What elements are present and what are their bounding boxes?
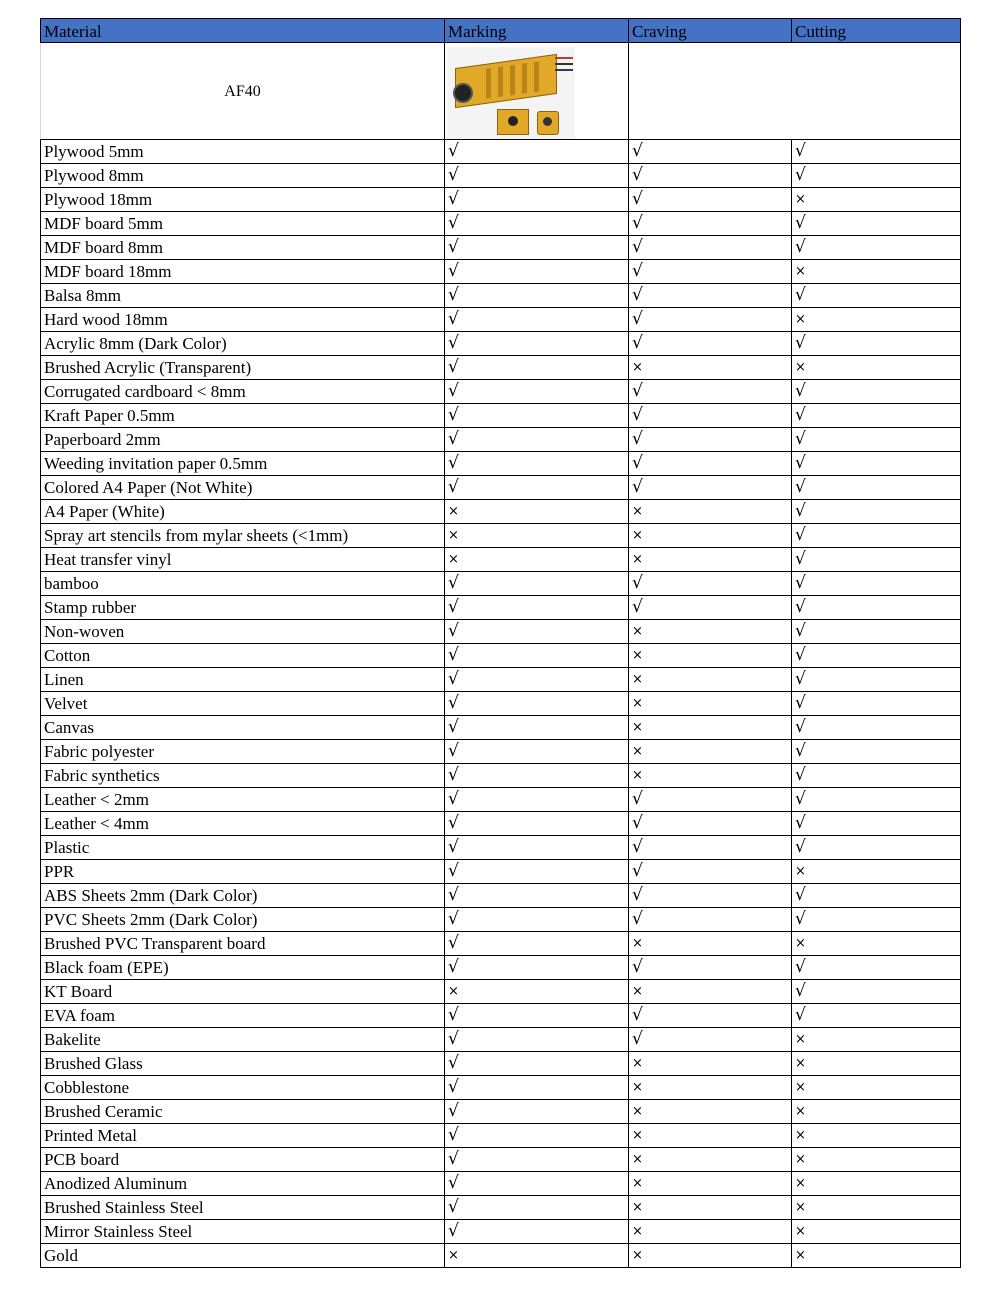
table-row bbox=[41, 620, 961, 644]
marking-check-mark: √ bbox=[445, 332, 629, 356]
cutting-cross-mark: × bbox=[792, 1172, 961, 1196]
material-name: Brushed Ceramic bbox=[41, 1100, 445, 1124]
marking-check-mark: √ bbox=[445, 932, 629, 956]
material-name: A4 Paper (White) bbox=[41, 500, 445, 524]
table-row bbox=[41, 1244, 961, 1268]
craving-check-mark: √ bbox=[629, 284, 792, 308]
marking-check-mark: √ bbox=[445, 1004, 629, 1028]
material-name: MDF board 8mm bbox=[41, 236, 445, 260]
craving-check-mark: √ bbox=[629, 452, 792, 476]
laser-module-photo-icon bbox=[447, 47, 575, 139]
cutting-check-mark: √ bbox=[792, 692, 961, 716]
craving-check-mark: √ bbox=[629, 140, 792, 164]
material-name: Cobblestone bbox=[41, 1076, 445, 1100]
cutting-check-mark: √ bbox=[792, 908, 961, 932]
craving-check-mark: √ bbox=[629, 260, 792, 284]
table-row bbox=[41, 428, 961, 452]
material-name: Kraft Paper 0.5mm bbox=[41, 404, 445, 428]
marking-check-mark: √ bbox=[445, 1124, 629, 1148]
craving-cross-mark: × bbox=[629, 980, 792, 1004]
table-row bbox=[41, 332, 961, 356]
cutting-check-mark: √ bbox=[792, 740, 961, 764]
craving-cross-mark: × bbox=[629, 644, 792, 668]
table-row bbox=[41, 140, 961, 164]
cutting-cross-mark: × bbox=[792, 1076, 961, 1100]
craving-check-mark: √ bbox=[629, 884, 792, 908]
material-name: Acrylic 8mm (Dark Color) bbox=[41, 332, 445, 356]
material-name: Corrugated cardboard < 8mm bbox=[41, 380, 445, 404]
material-name: Stamp rubber bbox=[41, 596, 445, 620]
material-name: Black foam (EPE) bbox=[41, 956, 445, 980]
table-row bbox=[41, 188, 961, 212]
craving-check-mark: √ bbox=[629, 908, 792, 932]
material-name: Heat transfer vinyl bbox=[41, 548, 445, 572]
table-row bbox=[41, 1100, 961, 1124]
craving-cross-mark: × bbox=[629, 524, 792, 548]
craving-check-mark: √ bbox=[629, 188, 792, 212]
cutting-check-mark: √ bbox=[792, 596, 961, 620]
table-row bbox=[41, 1148, 961, 1172]
marking-check-mark: √ bbox=[445, 764, 629, 788]
table-row bbox=[41, 236, 961, 260]
marking-check-mark: √ bbox=[445, 1148, 629, 1172]
table-row bbox=[41, 1172, 961, 1196]
cutting-check-mark: √ bbox=[792, 500, 961, 524]
craving-check-mark: √ bbox=[629, 572, 792, 596]
craving-cross-mark: × bbox=[629, 1076, 792, 1100]
table-row bbox=[41, 716, 961, 740]
table-row bbox=[41, 740, 961, 764]
craving-cross-mark: × bbox=[629, 1196, 792, 1220]
cutting-check-mark: √ bbox=[792, 764, 961, 788]
title-row bbox=[41, 43, 961, 140]
craving-cross-mark: × bbox=[629, 668, 792, 692]
material-name: Brushed Glass bbox=[41, 1052, 445, 1076]
material-name: Paperboard 2mm bbox=[41, 428, 445, 452]
cutting-check-mark: √ bbox=[792, 236, 961, 260]
cutting-check-mark: √ bbox=[792, 572, 961, 596]
marking-check-mark: √ bbox=[445, 1028, 629, 1052]
table-row bbox=[41, 572, 961, 596]
cutting-check-mark: √ bbox=[792, 428, 961, 452]
table-row bbox=[41, 1004, 961, 1028]
marking-check-mark: √ bbox=[445, 668, 629, 692]
marking-check-mark: √ bbox=[445, 188, 629, 212]
craving-cross-mark: × bbox=[629, 764, 792, 788]
cutting-cross-mark: × bbox=[792, 260, 961, 284]
marking-cross-mark: × bbox=[445, 524, 629, 548]
craving-cross-mark: × bbox=[629, 500, 792, 524]
cutting-check-mark: √ bbox=[792, 668, 961, 692]
craving-check-mark: √ bbox=[629, 1028, 792, 1052]
table-row bbox=[41, 692, 961, 716]
header-material: Material bbox=[41, 19, 445, 43]
material-name: Balsa 8mm bbox=[41, 284, 445, 308]
marking-check-mark: √ bbox=[445, 1076, 629, 1100]
cutting-check-mark: √ bbox=[792, 212, 961, 236]
cutting-cross-mark: × bbox=[792, 1124, 961, 1148]
craving-check-mark: √ bbox=[629, 380, 792, 404]
marking-check-mark: √ bbox=[445, 692, 629, 716]
table-row bbox=[41, 980, 961, 1004]
cutting-check-mark: √ bbox=[792, 524, 961, 548]
table-row bbox=[41, 884, 961, 908]
craving-check-mark: √ bbox=[629, 308, 792, 332]
table-row bbox=[41, 788, 961, 812]
cutting-check-mark: √ bbox=[792, 836, 961, 860]
header-cutting: Cutting bbox=[792, 19, 961, 43]
header-craving: Craving bbox=[629, 19, 792, 43]
model-name: AF40 bbox=[41, 43, 445, 140]
craving-check-mark: √ bbox=[629, 236, 792, 260]
product-image-cell bbox=[445, 43, 629, 140]
table-row bbox=[41, 164, 961, 188]
marking-check-mark: √ bbox=[445, 644, 629, 668]
marking-cross-mark: × bbox=[445, 980, 629, 1004]
table-row bbox=[41, 548, 961, 572]
material-name: Linen bbox=[41, 668, 445, 692]
table-row bbox=[41, 668, 961, 692]
table-row bbox=[41, 260, 961, 284]
cutting-check-mark: √ bbox=[792, 812, 961, 836]
material-name: Plywood 5mm bbox=[41, 140, 445, 164]
marking-check-mark: √ bbox=[445, 164, 629, 188]
material-name: Colored A4 Paper (Not White) bbox=[41, 476, 445, 500]
material-compatibility-sheet bbox=[40, 18, 960, 1268]
table-row bbox=[41, 308, 961, 332]
cutting-check-mark: √ bbox=[792, 644, 961, 668]
craving-check-mark: √ bbox=[629, 476, 792, 500]
table-row bbox=[41, 1220, 961, 1244]
craving-cross-mark: × bbox=[629, 356, 792, 380]
material-name: PVC Sheets 2mm (Dark Color) bbox=[41, 908, 445, 932]
material-name: Leather < 4mm bbox=[41, 812, 445, 836]
cutting-check-mark: √ bbox=[792, 140, 961, 164]
table-row bbox=[41, 452, 961, 476]
marking-check-mark: √ bbox=[445, 884, 629, 908]
marking-check-mark: √ bbox=[445, 1196, 629, 1220]
table-row bbox=[41, 356, 961, 380]
marking-check-mark: √ bbox=[445, 260, 629, 284]
material-name: Fabric polyester bbox=[41, 740, 445, 764]
material-name: MDF board 5mm bbox=[41, 212, 445, 236]
cutting-cross-mark: × bbox=[792, 1196, 961, 1220]
marking-check-mark: √ bbox=[445, 284, 629, 308]
material-name: Plastic bbox=[41, 836, 445, 860]
marking-cross-mark: × bbox=[445, 500, 629, 524]
material-name: Bakelite bbox=[41, 1028, 445, 1052]
craving-cross-mark: × bbox=[629, 1148, 792, 1172]
material-name: Gold bbox=[41, 1244, 445, 1268]
material-name: PCB board bbox=[41, 1148, 445, 1172]
table-row bbox=[41, 284, 961, 308]
marking-check-mark: √ bbox=[445, 1100, 629, 1124]
material-name: Brushed Acrylic (Transparent) bbox=[41, 356, 445, 380]
craving-check-mark: √ bbox=[629, 212, 792, 236]
table-row bbox=[41, 212, 961, 236]
material-name: Plywood 18mm bbox=[41, 188, 445, 212]
marking-check-mark: √ bbox=[445, 452, 629, 476]
table-row bbox=[41, 860, 961, 884]
cutting-cross-mark: × bbox=[792, 1148, 961, 1172]
material-name: Printed Metal bbox=[41, 1124, 445, 1148]
material-name: Leather < 2mm bbox=[41, 788, 445, 812]
marking-check-mark: √ bbox=[445, 596, 629, 620]
craving-check-mark: √ bbox=[629, 164, 792, 188]
marking-check-mark: √ bbox=[445, 908, 629, 932]
marking-check-mark: √ bbox=[445, 236, 629, 260]
table-row bbox=[41, 1076, 961, 1100]
material-name: Plywood 8mm bbox=[41, 164, 445, 188]
cutting-cross-mark: × bbox=[792, 860, 961, 884]
marking-check-mark: √ bbox=[445, 428, 629, 452]
craving-check-mark: √ bbox=[629, 1004, 792, 1028]
cutting-cross-mark: × bbox=[792, 356, 961, 380]
table-row bbox=[41, 380, 961, 404]
marking-cross-mark: × bbox=[445, 1244, 629, 1268]
craving-cross-mark: × bbox=[629, 1244, 792, 1268]
marking-check-mark: √ bbox=[445, 812, 629, 836]
cutting-check-mark: √ bbox=[792, 548, 961, 572]
cutting-cross-mark: × bbox=[792, 1220, 961, 1244]
table-row bbox=[41, 812, 961, 836]
empty-cell bbox=[629, 43, 792, 140]
cutting-cross-mark: × bbox=[792, 1100, 961, 1124]
material-name: Fabric synthetics bbox=[41, 764, 445, 788]
cutting-cross-mark: × bbox=[792, 188, 961, 212]
marking-check-mark: √ bbox=[445, 404, 629, 428]
cutting-check-mark: √ bbox=[792, 476, 961, 500]
cutting-cross-mark: × bbox=[792, 308, 961, 332]
craving-cross-mark: × bbox=[629, 1172, 792, 1196]
cutting-check-mark: √ bbox=[792, 452, 961, 476]
cutting-check-mark: √ bbox=[792, 980, 961, 1004]
material-table bbox=[40, 18, 961, 1268]
material-name: bamboo bbox=[41, 572, 445, 596]
craving-cross-mark: × bbox=[629, 932, 792, 956]
table-row bbox=[41, 1124, 961, 1148]
craving-cross-mark: × bbox=[629, 1220, 792, 1244]
marking-check-mark: √ bbox=[445, 1172, 629, 1196]
material-name: Hard wood 18mm bbox=[41, 308, 445, 332]
material-name: Mirror Stainless Steel bbox=[41, 1220, 445, 1244]
marking-check-mark: √ bbox=[445, 140, 629, 164]
material-name: KT Board bbox=[41, 980, 445, 1004]
material-name: Canvas bbox=[41, 716, 445, 740]
marking-check-mark: √ bbox=[445, 356, 629, 380]
table-row bbox=[41, 644, 961, 668]
marking-check-mark: √ bbox=[445, 572, 629, 596]
craving-check-mark: √ bbox=[629, 788, 792, 812]
table-row bbox=[41, 932, 961, 956]
table-row bbox=[41, 500, 961, 524]
marking-check-mark: √ bbox=[445, 620, 629, 644]
craving-cross-mark: × bbox=[629, 716, 792, 740]
marking-check-mark: √ bbox=[445, 860, 629, 884]
table-row bbox=[41, 404, 961, 428]
craving-cross-mark: × bbox=[629, 620, 792, 644]
craving-check-mark: √ bbox=[629, 836, 792, 860]
table-row bbox=[41, 836, 961, 860]
marking-check-mark: √ bbox=[445, 716, 629, 740]
cutting-check-mark: √ bbox=[792, 620, 961, 644]
marking-check-mark: √ bbox=[445, 380, 629, 404]
table-row bbox=[41, 956, 961, 980]
marking-cross-mark: × bbox=[445, 548, 629, 572]
craving-cross-mark: × bbox=[629, 1052, 792, 1076]
craving-check-mark: √ bbox=[629, 812, 792, 836]
cutting-check-mark: √ bbox=[792, 284, 961, 308]
craving-check-mark: √ bbox=[629, 428, 792, 452]
marking-check-mark: √ bbox=[445, 1052, 629, 1076]
cutting-check-mark: √ bbox=[792, 956, 961, 980]
craving-cross-mark: × bbox=[629, 548, 792, 572]
marking-check-mark: √ bbox=[445, 836, 629, 860]
cutting-check-mark: √ bbox=[792, 380, 961, 404]
cutting-check-mark: √ bbox=[792, 884, 961, 908]
table-row bbox=[41, 596, 961, 620]
header-row bbox=[41, 19, 961, 43]
empty-cell bbox=[792, 43, 961, 140]
material-name: PPR bbox=[41, 860, 445, 884]
cutting-check-mark: √ bbox=[792, 164, 961, 188]
marking-check-mark: √ bbox=[445, 476, 629, 500]
craving-cross-mark: × bbox=[629, 1124, 792, 1148]
table-row bbox=[41, 764, 961, 788]
marking-check-mark: √ bbox=[445, 740, 629, 764]
table-body bbox=[41, 140, 961, 1268]
craving-check-mark: √ bbox=[629, 596, 792, 620]
craving-check-mark: √ bbox=[629, 956, 792, 980]
cutting-check-mark: √ bbox=[792, 1004, 961, 1028]
material-name: Spray art stencils from mylar sheets (<1mm) bbox=[41, 524, 445, 548]
cutting-cross-mark: × bbox=[792, 932, 961, 956]
cutting-cross-mark: × bbox=[792, 1244, 961, 1268]
material-name: EVA foam bbox=[41, 1004, 445, 1028]
cutting-cross-mark: × bbox=[792, 1052, 961, 1076]
material-name: Velvet bbox=[41, 692, 445, 716]
marking-check-mark: √ bbox=[445, 308, 629, 332]
material-name: Cotton bbox=[41, 644, 445, 668]
material-name: Non-woven bbox=[41, 620, 445, 644]
cutting-check-mark: √ bbox=[792, 788, 961, 812]
table-row bbox=[41, 1196, 961, 1220]
craving-cross-mark: × bbox=[629, 1100, 792, 1124]
material-name: MDF board 18mm bbox=[41, 260, 445, 284]
craving-check-mark: √ bbox=[629, 404, 792, 428]
marking-check-mark: √ bbox=[445, 788, 629, 812]
material-name: Anodized Aluminum bbox=[41, 1172, 445, 1196]
craving-check-mark: √ bbox=[629, 860, 792, 884]
cutting-check-mark: √ bbox=[792, 332, 961, 356]
table-row bbox=[41, 908, 961, 932]
material-name: Brushed PVC Transparent board bbox=[41, 932, 445, 956]
cutting-check-mark: √ bbox=[792, 716, 961, 740]
cutting-check-mark: √ bbox=[792, 404, 961, 428]
cutting-cross-mark: × bbox=[792, 1028, 961, 1052]
marking-check-mark: √ bbox=[445, 212, 629, 236]
craving-cross-mark: × bbox=[629, 692, 792, 716]
table-row bbox=[41, 1028, 961, 1052]
table-row bbox=[41, 524, 961, 548]
marking-check-mark: √ bbox=[445, 1220, 629, 1244]
table-row bbox=[41, 1052, 961, 1076]
table-row bbox=[41, 476, 961, 500]
craving-check-mark: √ bbox=[629, 332, 792, 356]
craving-cross-mark: × bbox=[629, 740, 792, 764]
header-marking: Marking bbox=[445, 19, 629, 43]
material-name: ABS Sheets 2mm (Dark Color) bbox=[41, 884, 445, 908]
material-name: Brushed Stainless Steel bbox=[41, 1196, 445, 1220]
marking-check-mark: √ bbox=[445, 956, 629, 980]
material-name: Weeding invitation paper 0.5mm bbox=[41, 452, 445, 476]
